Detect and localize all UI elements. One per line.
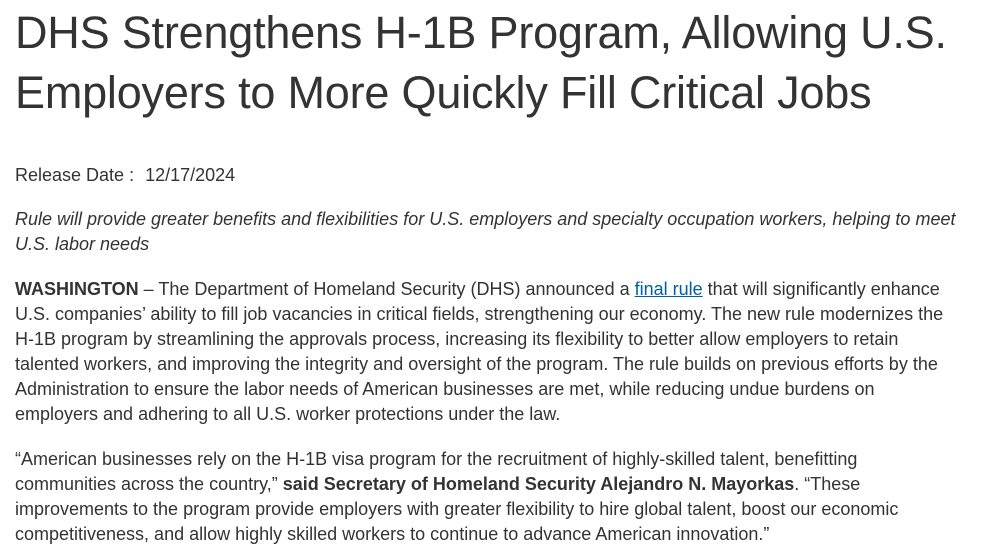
final-rule-link[interactable]: final rule xyxy=(634,279,703,299)
dateline: WASHINGTON xyxy=(15,279,139,299)
page-title: DHS Strengthens H-1B Program, Allowing U.S. Employers to More Quickly Fill Critical Jobs xyxy=(15,7,947,118)
quote-attribution: said Secretary of Homeland Security Alejandro N. Mayorkas xyxy=(282,474,795,494)
paragraph-text: – The Department of Homeland Security (DHS) announced a xyxy=(138,279,635,299)
body-paragraph-1 xyxy=(15,277,961,427)
quote-text: . “These improvements to the program provide employers with greater flexibility to hire global talent, boost our economic competitiveness, and allow highly skilled workers to continue to advance American innovation.” xyxy=(15,474,899,544)
quote-text: “American businesses rely on the H-1B visa program for the recruitment of highly-skilled talent, benefitting communities across the country,” xyxy=(15,449,858,494)
body-paragraph-2 xyxy=(15,447,961,547)
article-subtitle: Rule will provide greater benefits and flexibilities for U.S. employers and specialty occupation workers, helping to meet U.S. labor needs xyxy=(15,209,956,254)
paragraph-text: that will significantly enhance U.S. companies’ ability to fill job vacancies in critical fields, strengthening our economy. The new rule modernizes the H-1B program by streamlining the approvals process, increasing its flexibility to better allow employers to retain talented workers, and improving the integrity and oversight of the program. The rule builds on previous efforts by the Administration to ensure the labor needs of American businesses are met, while reducing undue burdens on employers and adhering to all U.S. worker protections under the law. xyxy=(15,279,944,424)
release-date-label: Release Date : xyxy=(15,165,135,185)
release-date-value: 12/17/2024 xyxy=(145,165,236,185)
release-date-line xyxy=(15,163,961,187)
